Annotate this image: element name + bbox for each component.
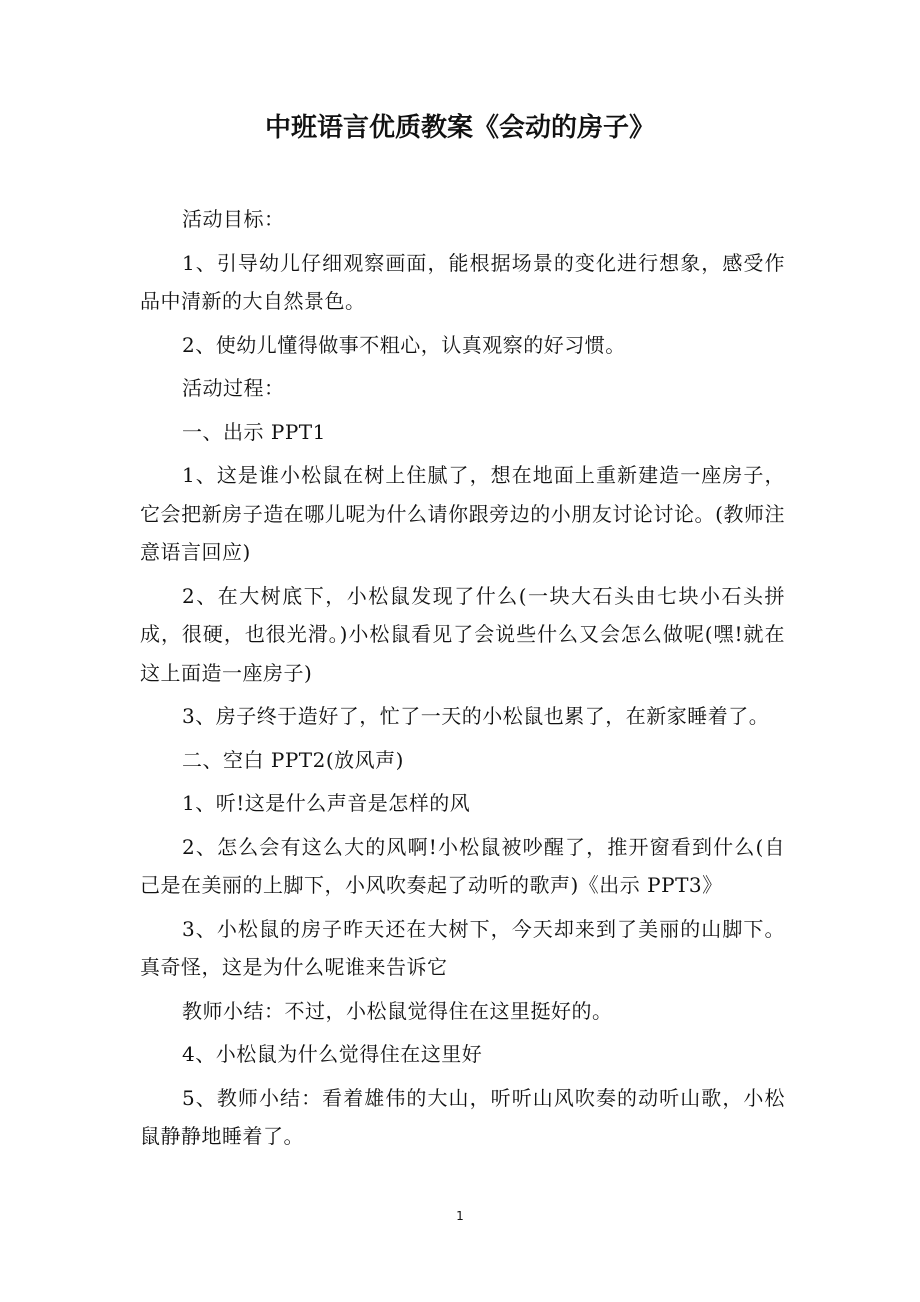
- process-item: 3、房子终于造好了，忙了一天的小松鼠也累了，在新家睡着了。: [182, 704, 770, 728]
- process-item: 4、小松鼠为什么觉得住在这里好: [182, 1042, 483, 1066]
- goal-item-2: 2、使幼儿懂得做事不粗心，认真观察的好习惯。: [182, 332, 626, 357]
- document-title: 中班语言优质教案《会动的房子》: [264, 113, 655, 143]
- teacher-summary: 教师小结：不过，小松鼠觉得住在这里挺好的。: [182, 998, 613, 1023]
- page-number: 1: [456, 1209, 464, 1223]
- process-item: 2、怎么会有这么大的风啊!小松鼠被吵醒了，推开窗看到什么(自己是在美丽的上脚下，小风吹奏起了动听的歌声)《出示 PPT3》: [140, 834, 785, 897]
- process-item: 1、听!这是什么声音是怎样的风: [182, 791, 471, 815]
- teacher-summary: 5、教师小结：看着雄伟的大山，听听山风吹奏的动听山歌，小松鼠静静地睡着了。: [140, 1085, 785, 1148]
- step-heading-ppt1: 一、出示 PPT1: [182, 419, 326, 444]
- step-heading-ppt2: 二、空白 PPT2(放风声): [182, 747, 404, 772]
- goal-item-1: 1、引导幼儿仔细观察画面，能根据场景的变化进行想象，感受作品中清新的大自然景色。: [140, 250, 785, 313]
- process-item: 3、小松鼠的房子昨天还在大树下，今天却来到了美丽的山脚下。真奇怪，这是为什么呢谁来告诉它: [140, 916, 785, 979]
- process-item: 1、这是谁小松鼠在树上住腻了，想在地面上重新建造一座房子，它会把新房子造在哪儿呢为什么请你跟旁边的小朋友讨论讨论。(教师注意语言回应): [140, 463, 785, 564]
- section-heading-process: 活动过程：: [182, 376, 285, 400]
- document-body: [140, 200, 785, 1161]
- section-heading-goals: 活动目标：: [182, 207, 285, 231]
- process-item: 2、在大树底下，小松鼠发现了什么(一块大石头由七块小石头拼成，很硬，也很光滑。)小松鼠看见了会说些什么又会怎么做呢(嘿!就在这上面造一座房子): [140, 583, 785, 685]
